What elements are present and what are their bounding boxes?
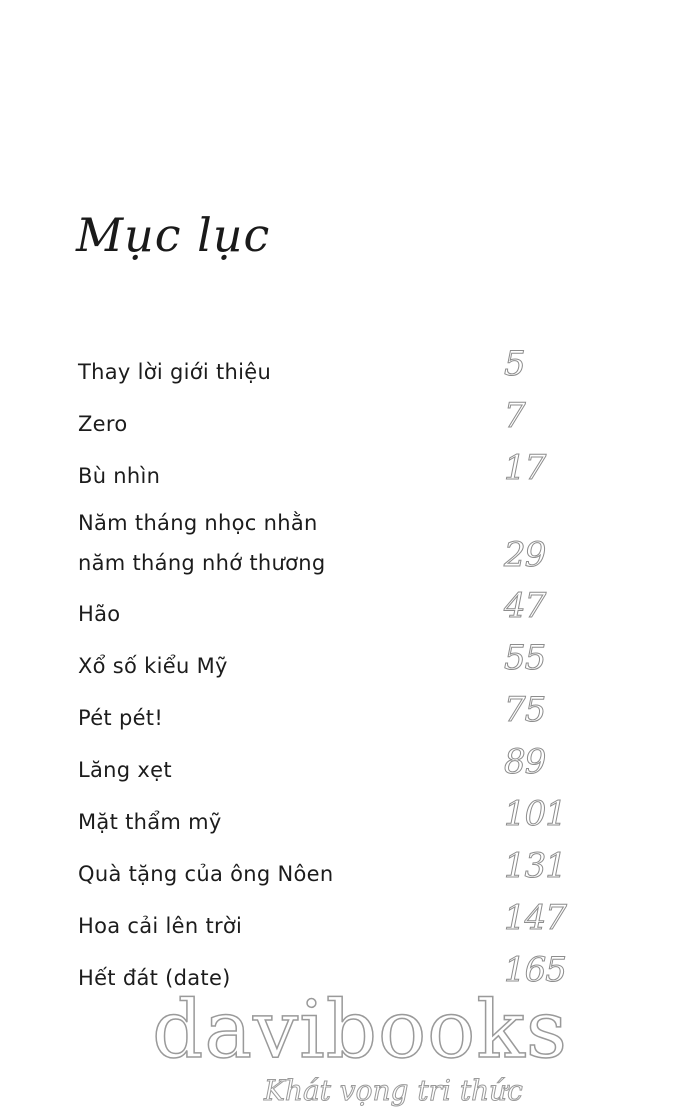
toc-entry [78, 846, 598, 898]
toc-entry-title-line: Hết đát (date) [78, 966, 231, 990]
toc-entry-page-number: 47 [504, 586, 546, 626]
toc-entry [78, 503, 598, 575]
toc-entry [78, 344, 598, 396]
toc-entry [78, 586, 598, 638]
toc-entry-page-number: 29 [504, 535, 546, 575]
page-title: Mục lục [76, 208, 271, 262]
toc-entry-title [78, 802, 222, 842]
toc-entry-title [78, 456, 160, 496]
watermark-brand: davibooks [152, 983, 568, 1076]
toc-entry-title [78, 750, 172, 790]
toc-entry [78, 690, 598, 742]
toc-entry-title [78, 352, 271, 392]
watermark [150, 983, 570, 1107]
toc-entry-title-line: Năm tháng nhọc nhằn [78, 511, 318, 535]
toc-entry-page-number: 5 [504, 344, 525, 384]
toc-entry-title-line: Hão [78, 602, 121, 626]
toc-entry-title [78, 594, 120, 634]
toc-entry-title-line: Bù nhìn [78, 464, 161, 488]
toc-entry [78, 898, 598, 950]
toc-entry-title-line: Quà tặng của ông Nôen [78, 862, 334, 886]
toc-entry-title-line: năm tháng nhớ thương [78, 551, 326, 575]
toc-entry-title [78, 698, 163, 738]
toc-entry-page-number: 131 [504, 846, 566, 886]
toc-entry [78, 742, 598, 794]
toc-entry-title-line: Xổ số kiểu Mỹ [78, 654, 228, 678]
toc-entry-title [78, 854, 333, 894]
toc-entry-title-line: Zero [78, 412, 128, 436]
toc-entry-title-line: Hoa cải lên trời [78, 914, 243, 938]
toc-entry-page-number: 101 [504, 794, 566, 834]
toc-entry-title [78, 906, 242, 946]
toc-entry-title-line: Mặt thẩm mỹ [78, 810, 222, 834]
toc-entry [78, 638, 598, 690]
toc-entry-title-line: Thay lời giới thiệu [78, 360, 272, 384]
toc-entry-page-number: 7 [504, 396, 525, 436]
toc-entry [78, 794, 598, 846]
toc-entry-page-number: 89 [504, 742, 546, 782]
toc-entry-title [78, 503, 326, 583]
toc-entry-page-number: 75 [504, 690, 546, 730]
toc-entry-page-number: 17 [504, 448, 546, 488]
toc-entry [78, 396, 598, 448]
toc-entry-title [78, 646, 228, 686]
toc-entry-title-line: Pét pét! [78, 706, 164, 730]
toc-entry-page-number: 165 [504, 950, 566, 990]
toc-entry-title [78, 404, 128, 444]
toc-entry-page-number: 55 [504, 638, 546, 678]
toc-entry-page-number: 147 [504, 898, 566, 938]
toc-entry-title-line: Lăng xẹt [78, 758, 172, 782]
toc-entry [78, 448, 598, 500]
watermark-tagline: Khát vọng tri thức [264, 1074, 523, 1107]
